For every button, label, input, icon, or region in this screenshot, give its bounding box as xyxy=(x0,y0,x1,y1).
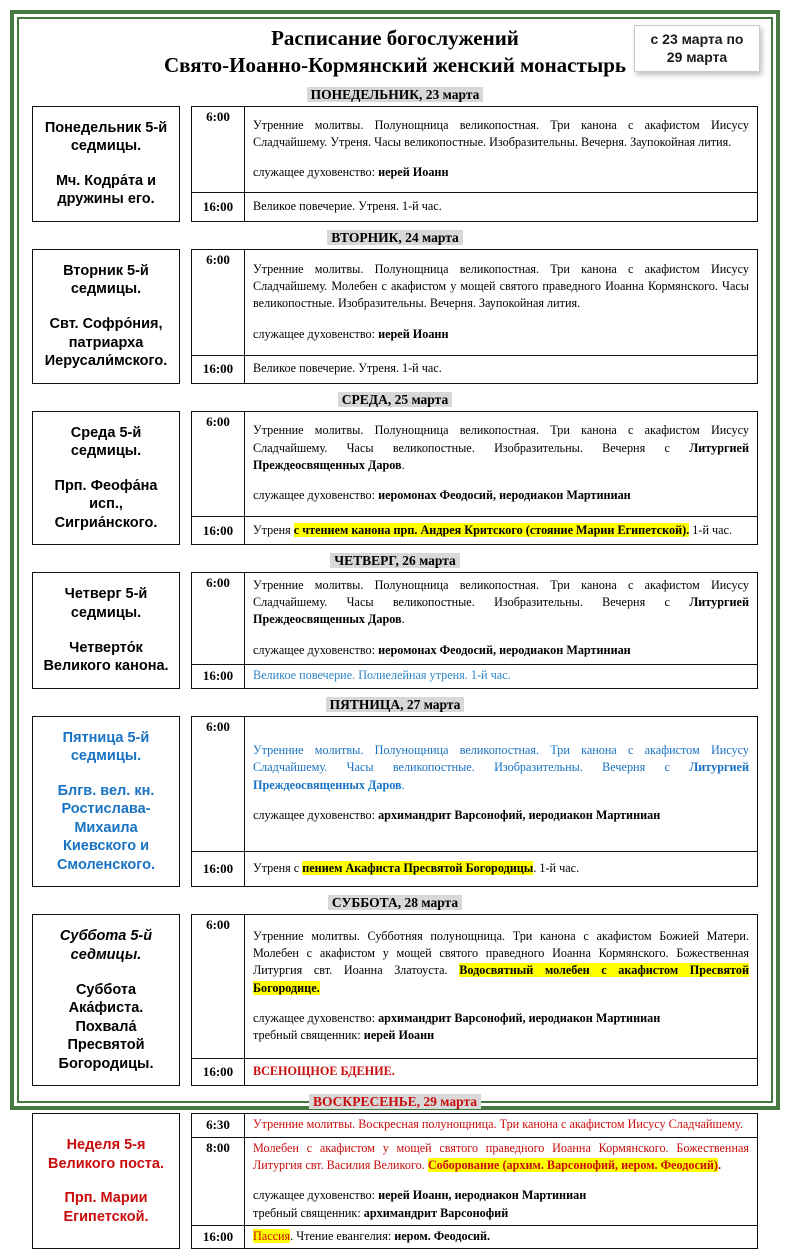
day-row xyxy=(32,914,758,1086)
service-description-cell xyxy=(245,1059,758,1086)
day-title-line: Понедельник 5-й седмицы. xyxy=(44,119,168,155)
text-segment: Утренние молитвы. Воскресная полунощница. Три канона с акафистом Иисусу Сладчайшему. xyxy=(253,1117,743,1132)
description-paragraph xyxy=(253,360,749,377)
table-row xyxy=(192,716,758,851)
text-segment: Литургией Преждеосвященных Даров xyxy=(253,595,749,627)
text-segment: иерей Иоанн xyxy=(378,326,449,341)
text-segment: служащее духовенство: xyxy=(253,165,379,180)
service-description-cell xyxy=(245,355,758,383)
time-cell: 6:00 xyxy=(192,411,245,517)
text-segment: Утренние молитвы. Полунощница великопостная. Три канона с акафистом Иисусу Сладчайшему. Утреня. Часы великопостные. Изобразительны. Вечерня. Заупокойная лития. xyxy=(253,117,749,149)
text-segment: Великое повечерие. Утреня. 1-й час. xyxy=(253,199,442,214)
service-description-cell xyxy=(245,517,758,545)
day-title-box xyxy=(32,572,180,688)
text-segment: архимандрит Варсонофий, иеродиакон Мартиниан xyxy=(378,807,661,822)
date-range-line1: с 23 марта по xyxy=(650,31,744,47)
highlighted-text: Водосвятный молебен с акафистом Пресвятой Богородице. xyxy=(253,963,749,995)
day-title-box xyxy=(32,914,180,1086)
day-header xyxy=(32,553,758,569)
text-segment: требный священник: xyxy=(253,1205,364,1220)
table-row xyxy=(192,664,758,688)
table-row xyxy=(192,851,758,887)
description-paragraph xyxy=(253,577,749,629)
day-header-label: СРЕДА, 25 марта xyxy=(338,392,452,407)
text-segment: иеромонах Феодосий, иеродиакон Мартиниан xyxy=(378,642,631,657)
day-header xyxy=(32,392,758,408)
schedule-table xyxy=(191,249,758,384)
date-range-box xyxy=(634,25,760,72)
table-row xyxy=(192,411,758,517)
time-cell: 16:00 xyxy=(192,193,245,222)
highlighted-text: с чтением канона прп. Андрея Критского (стояние Марии Египетской). xyxy=(293,522,690,537)
description-paragraph xyxy=(253,1228,749,1245)
table-row xyxy=(192,1137,758,1225)
text-segment: 1-й час. xyxy=(689,522,733,537)
description-paragraph xyxy=(253,1027,749,1044)
day-header xyxy=(32,1094,758,1110)
day-header-label: СУББОТА, 28 марта xyxy=(328,895,462,910)
day-title-box xyxy=(32,411,180,546)
time-cell: 6:00 xyxy=(192,573,245,664)
day-section-5 xyxy=(32,697,758,888)
description-paragraph xyxy=(253,1140,749,1175)
day-title-line: Пятница 5-й седмицы. xyxy=(62,729,150,765)
day-title-line: Прп. Марии Египетской. xyxy=(63,1190,149,1225)
table-row xyxy=(192,1059,758,1086)
day-row xyxy=(32,411,758,546)
service-description-cell xyxy=(245,411,758,517)
service-description-cell xyxy=(245,915,758,1059)
text-segment: служащее духовенство: xyxy=(253,488,379,503)
day-header-label: ВОСКРЕСЕНЬЕ, 29 марта xyxy=(309,1094,481,1109)
day-title-line: Суббота 5-й седмицы. xyxy=(59,928,153,963)
description-paragraph xyxy=(253,860,749,877)
day-row xyxy=(32,1113,758,1249)
time-cell: 16:00 xyxy=(192,1059,245,1086)
service-description-cell xyxy=(245,573,758,664)
time-cell: 6:30 xyxy=(192,1114,245,1137)
description-paragraph xyxy=(253,1187,749,1204)
service-description-cell xyxy=(245,664,758,688)
text-segment: иеромонах Феодосий, иеродиакон Мартиниан xyxy=(378,488,631,503)
service-description-cell xyxy=(245,193,758,222)
day-title-line: Вторник 5-й седмицы. xyxy=(63,262,149,298)
time-cell: 16:00 xyxy=(192,1225,245,1248)
green-frame-outer xyxy=(10,10,780,1245)
day-header xyxy=(32,697,758,713)
day-title-line: Четверто́к Великого канона. xyxy=(43,639,169,675)
day-title-line: Суббота Ака́фиста. Похвала́ Пресвятой Богородицы. xyxy=(58,981,154,1072)
description-paragraph xyxy=(253,667,749,684)
text-segment: . Чтение евангелия: xyxy=(290,1228,395,1243)
service-description-cell xyxy=(245,1225,758,1248)
time-cell: 6:00 xyxy=(192,249,245,355)
table-row xyxy=(192,1225,758,1248)
text-segment: служащее духовенство: xyxy=(253,1011,379,1026)
text-segment: иерей Иоанн xyxy=(378,165,449,180)
day-header-label: ПОНЕДЕЛЬНИК, 23 марта xyxy=(307,87,484,102)
text-segment: Великое повечерие. Утреня. 1-й час. xyxy=(253,361,442,376)
text-segment: служащее духовенство: xyxy=(253,807,379,822)
day-title-line: Мч. Кодра́та и дружины его. xyxy=(55,172,157,208)
description-paragraph xyxy=(253,326,749,343)
time-cell: 16:00 xyxy=(192,517,245,545)
description-paragraph xyxy=(253,422,749,474)
text-segment: . xyxy=(401,458,405,473)
day-row xyxy=(32,106,758,222)
description-paragraph xyxy=(253,1205,749,1222)
day-row xyxy=(32,572,758,688)
description-paragraph xyxy=(253,117,749,152)
time-cell: 6:00 xyxy=(192,716,245,851)
service-description-cell xyxy=(245,716,758,851)
time-cell: 8:00 xyxy=(192,1137,245,1225)
text-segment: Утреня xyxy=(253,522,294,537)
day-header-label: ЧЕТВЕРГ, 26 марта xyxy=(330,553,460,568)
schedule-table xyxy=(191,914,758,1086)
text-segment: . xyxy=(401,777,405,792)
text-segment: иерей Иоанн xyxy=(363,1028,435,1043)
table-row xyxy=(192,355,758,383)
service-description-cell xyxy=(245,851,758,887)
time-cell: 16:00 xyxy=(192,355,245,383)
text-segment: служащее духовенство: xyxy=(253,1188,379,1203)
description-paragraph xyxy=(253,198,749,215)
page-subtitle: Свято-Иоанно-Кормянский женский монастырь xyxy=(163,52,626,77)
description-paragraph xyxy=(253,1010,749,1027)
text-segment: архимандрит Варсонофий xyxy=(363,1205,509,1220)
description-paragraph xyxy=(253,164,749,181)
day-title-box xyxy=(32,106,180,222)
text-segment: Литургией Преждеосвященных Даров xyxy=(253,760,749,792)
day-title-line: Блгв. вел. кн. Ростислава-Михаила Киевского и Смоленского. xyxy=(56,782,156,873)
table-row xyxy=(192,573,758,664)
day-title-line: Среда 5-й седмицы. xyxy=(70,424,142,460)
day-row xyxy=(32,249,758,384)
text-segment: ВСЕНОЩНОЕ БДЕНИЕ. xyxy=(253,1063,395,1078)
highlighted-text: Соборование (архим. Варсонофий, иером. Феодосий) xyxy=(427,1157,718,1172)
day-title-box xyxy=(32,249,180,384)
time-cell: 6:00 xyxy=(192,106,245,193)
day-section-6 xyxy=(32,895,758,1086)
schedule-table xyxy=(191,716,758,888)
page-title: Расписание богослужений xyxy=(271,26,519,50)
time-cell: 16:00 xyxy=(192,664,245,688)
schedule-table xyxy=(191,106,758,222)
description-paragraph xyxy=(253,642,749,659)
text-segment: служащее духовенство: xyxy=(253,326,379,341)
description-paragraph xyxy=(253,1063,749,1080)
day-header xyxy=(32,895,758,911)
schedule-table xyxy=(191,572,758,688)
description-paragraph xyxy=(253,742,749,794)
table-row xyxy=(192,249,758,355)
highlighted-text: пением Акафиста Пресвятой Богородицы xyxy=(302,860,534,875)
text-segment: . 1-й час. xyxy=(533,860,580,875)
highlighted-text: Пассия xyxy=(253,1228,291,1243)
text-segment: . xyxy=(717,1157,722,1172)
text-segment: Утренние молитвы. Полунощница великопостная. Три канона с акафистом Иисусу Сладчайшему. Часы великопостные. Изобразительны. Вечерня с xyxy=(253,577,749,610)
text-segment: иером. Феодосий. xyxy=(394,1228,491,1243)
text-segment: Великое повечерие. Полиелейная утреня. 1-й час. xyxy=(253,667,511,682)
day-header xyxy=(32,87,758,103)
table-row xyxy=(192,106,758,193)
day-header xyxy=(32,230,758,246)
text-segment: служащее духовенство: xyxy=(253,642,379,657)
text-segment: Литургией Преждеосвященных Даров xyxy=(253,440,749,473)
description-paragraph xyxy=(253,807,749,824)
description-paragraph xyxy=(253,487,749,504)
day-title-line: Четверг 5-й седмицы. xyxy=(64,586,148,621)
green-frame-inner xyxy=(17,17,773,1245)
description-paragraph xyxy=(253,261,749,313)
day-section-2 xyxy=(32,230,758,384)
days-container xyxy=(32,87,758,1249)
service-description-cell xyxy=(245,1114,758,1137)
date-range-line2: 29 марта xyxy=(666,48,728,65)
day-title-line: Неделя 5-я Великого поста. xyxy=(48,1137,164,1172)
day-section-3 xyxy=(32,392,758,546)
description-paragraph xyxy=(253,928,749,997)
day-title-line: Прп. Феофа́на исп., Сигриа́нского. xyxy=(54,477,158,531)
text-segment: Молебен с акафистом у мощей святого праведного Иоанна Кормянского. Божественная Литургия свт. Василия Великого. xyxy=(253,1140,749,1172)
text-segment: требный священник: xyxy=(253,1028,364,1043)
table-row xyxy=(192,915,758,1059)
service-description-cell xyxy=(245,106,758,193)
table-row xyxy=(192,517,758,545)
time-cell: 16:00 xyxy=(192,851,245,887)
service-description-cell xyxy=(245,249,758,355)
text-segment: Утренние молитвы. Полунощница великопостная. Три канона с акафистом Иисусу Сладчайшему. Часы великопостные. Изобразительны. Вечерня с xyxy=(253,743,749,775)
day-title-box xyxy=(32,1113,180,1249)
text-segment: иерей Иоанн, иеродиакон Мартиниан xyxy=(378,1188,587,1203)
page-header xyxy=(32,25,758,79)
table-row xyxy=(192,1114,758,1137)
day-section-4 xyxy=(32,553,758,688)
service-description-cell xyxy=(245,1137,758,1225)
day-header-label: ПЯТНИЦА, 27 марта xyxy=(326,697,465,712)
day-section-1 xyxy=(32,87,758,222)
description-paragraph xyxy=(253,522,749,539)
table-row xyxy=(192,193,758,222)
time-cell: 6:00 xyxy=(192,915,245,1059)
day-header-label: ВТОРНИК, 24 марта xyxy=(327,230,463,245)
text-segment: Утренние молитвы. Полунощница великопостная. Три канона с акафистом Иисусу Сладчайшему. Часы великопостные. Изобразительны. Вечерня с xyxy=(253,423,749,455)
day-section-7 xyxy=(32,1094,758,1249)
text-segment: архимандрит Варсонофий, иеродиакон Мартиниан xyxy=(378,1011,661,1026)
text-segment: Утреня с xyxy=(253,860,303,875)
text-segment: Утренние молитвы. Субботняя полунощница. Три канона с акафистом Божией Матери. Молебен с акафистом у мощей святого праведного Иоанна Кормянского. Божественная Литургия свт. Иоанна Златоуста. xyxy=(253,928,749,978)
day-title-line: Свт. Софро́ния, патриарха Иерусали́мского. xyxy=(44,316,168,370)
day-row xyxy=(32,716,758,888)
text-segment: . xyxy=(401,612,405,627)
schedule-table xyxy=(191,411,758,546)
description-paragraph xyxy=(253,1116,749,1133)
text-segment: Утренние молитвы. Полунощница великопостная. Три канона с акафистом Иисусу Сладчайшему. Молебен с акафистом у мощей святого праведного Иоанна Кормянского. Часы великопостные. Изобразительны. Вечерня. Заупокойная лития. xyxy=(253,261,749,311)
schedule-table xyxy=(191,1113,758,1249)
day-title-box xyxy=(32,716,180,888)
